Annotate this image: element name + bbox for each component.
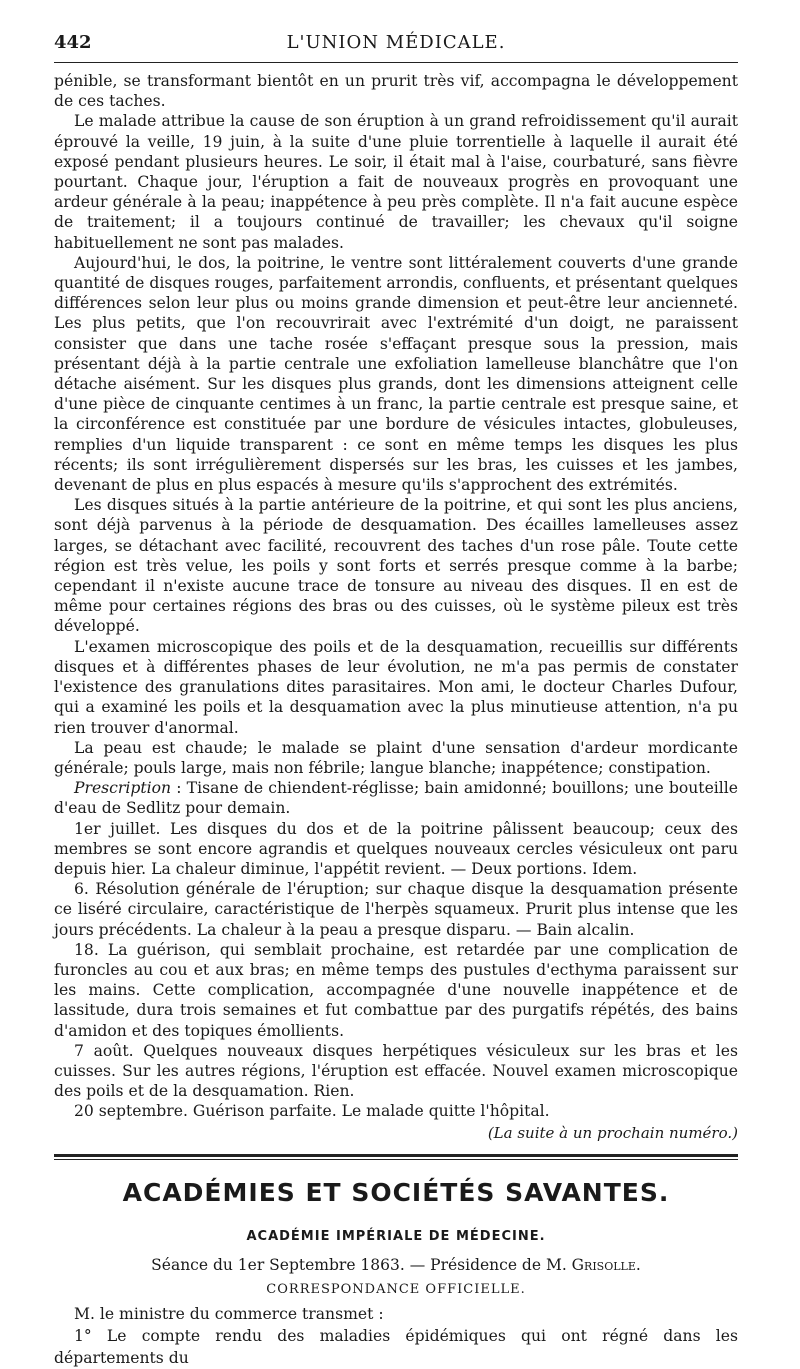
paragraph — [54, 778, 738, 818]
paragraph — [54, 879, 738, 940]
paragraph-text: 1er juillet. Les disques du dos et de la poitrine pâlissent beaucoup; ceux des membres se sont encore agrandis et quelques nouveaux cercles vésiculeux ont paru depuis hier. La chaleur diminue, l'appétit revient. — Deux portions. Idem. — [54, 819, 738, 878]
academy-title: ACADÉMIE IMPÉRIALE DE MÉDECINE. — [246, 1228, 546, 1244]
session-line — [54, 1256, 738, 1274]
article-body — [54, 71, 738, 1122]
page-header — [54, 30, 738, 60]
paragraph-text: 6. Résolution générale de l'éruption; sur chaque disque la desquamation présente ce liséré circulaire, caractéristique de l'herpès squameux. Prurit plus intense que les jours précédents. La chaleur à la peau a presque disparu. — Bain alcalin. — [54, 880, 738, 939]
paragraph — [54, 637, 738, 738]
paragraph — [54, 495, 738, 636]
president-name: Grisolle. — [571, 1255, 641, 1274]
paragraph-text: : Tisane de chiendent-réglisse; bain amidonné; bouillons; une bouteille d'eau de Sedlitz pour demain. — [54, 779, 738, 818]
correspondence-title: CORRESPONDANCE OFFICIELLE. — [266, 1281, 526, 1297]
paragraph — [54, 1041, 738, 1102]
correspondence-line: M. le ministre du commerce transmet : — [74, 1304, 384, 1323]
paragraph — [54, 111, 738, 252]
correspondence-body — [54, 1303, 738, 1369]
paragraph-text: L'examen microscopique des poils et de la desquamation, recueillis sur différents disques et à différentes phases de leur évolution, ne m'a pas permis de constater l'existence des granulations dites parasitaires. Mon ami, le docteur Charles Dufour, qui a examiné les poils et la desquamation avec la plus minutieuse attention, n'a pu rien trouver d'anormal. — [54, 637, 738, 737]
prescription-label: Prescription — [74, 779, 172, 798]
paragraph-text: 20 septembre. Guérison parfaite. Le malade quitte l'hôpital. — [74, 1102, 550, 1121]
paragraph — [54, 253, 738, 495]
paragraph — [54, 940, 738, 1041]
header-rule — [54, 62, 738, 63]
journal-title: L'UNION MÉDICALE. — [286, 32, 506, 53]
paragraph-text: Les disques situés à la partie antérieure de la poitrine, et qui sont les plus anciens, sont déjà parvenus à la période de desquamation. Des écailles lamelleuses assez larges, se détachant avec facilité, recouvrent des taches d'un rose pâle. Toute cette région est très velue, les poils y sont forts et serrés presque comme à la barbe; cependant il n'existe aucune trace de tonsure au niveau des disques. Il en est de même pour certaines régions des bras ou des cuisses, où le système pileux est très développé. — [54, 496, 738, 636]
paragraph-text: pénible, se transformant bientôt en un prurit très vif, accompagna le développement de ces taches. — [54, 72, 738, 111]
paragraph-text: 7 août. Quelques nouveaux disques herpétiques vésiculeux sur les bras et les cuisses. Sur les autres régions, l'éruption est effacée. Nouvel examen microscopique des poils et de la desquamation. Rien. — [54, 1041, 738, 1101]
paragraph — [54, 819, 738, 880]
paragraph — [54, 738, 738, 778]
paragraph — [54, 71, 738, 111]
continued-note: (La suite à un prochain numéro.) — [487, 1123, 738, 1142]
paragraph-text: Le malade attribue la cause de son éruption à un grand refroidissement qu'il aurait éprouvé la veille, 19 juin, à la suite d'une pluie torrentielle à laquelle il aurait été exposé pendant plusieurs heures. Le soir, il était mal à l'aise, courbaturé, sans fièvre pourtant. Chaque jour, l'éruption a fait de nouveaux progrès en provoquant une ardeur générale à la peau; inappétence à peu près complète. Il n'a fait aucune espèce de traitement; il a toujours continué de travailler; les chevaux qu'il soigne habituellement ne sont pas malades. — [54, 112, 738, 252]
paragraph-text: 18. La guérison, qui semblait prochaine, est retardée par une complication de furoncles au cou et aux bras; en même temps des pustules d'ecthyma paraissent sur les mains. Cette complication, accompagnée d'une nouvelle inappétence et de lassitude, dura trois semaines et fut combattue par des purgatifs répétés, des bains d'amidon et des topiques émollients. — [54, 940, 738, 1040]
page-number: 442 — [54, 32, 92, 53]
section-title: ACADÉMIES ET SOCIÉTÉS SAVANTES. — [122, 1177, 670, 1207]
correspondence-line: 1° Le compte rendu des maladies épidémiques qui ont régné dans les départements du — [54, 1326, 738, 1367]
paragraph-text: Aujourd'hui, le dos, la poitrine, le ventre sont littéralement couverts d'une grande quantité de disques rouges, parfaitement arrondis, confluents, et présentant quelques différences selon leur plus ou moins grande dimension et peut-être leur ancienneté. Les plus petits, que l'on recouvrirait avec l'extrémité d'un doigt, ne paraissent consister que dans une tache rosée s'effaçant presque sous la pression, mais présentant déjà à la partie centrale une exfoliation lamelleuse blanchâtre que l'on détache aisément. Sur les disques plus grands, dont les dimensions atteignent celle d'une pièce de cinquante centimes à un franc, la partie centrale est presque saine, et la circonférence est constituée par une bordure de vésicules intactes, globuleuses, remplies d'un liquide transparent : ce sont en même temps les disques les plus récents; ils sont irrégulièrement dispersés sur les bras, les cuisses et les jambes, devenant de plus en plus espacés à mesure qu'ils s'approchent des extrémités. — [54, 253, 738, 495]
section-divider — [54, 1154, 738, 1160]
paragraph — [54, 1101, 738, 1121]
paragraph-text: La peau est chaude; le malade se plaint d'une sensation d'ardeur mordicante générale; pouls large, mais non fébrile; langue blanche; inappétence; constipation. — [54, 738, 738, 777]
session-prefix: Séance du 1er Septembre 1863. — Présidence de M. — [151, 1255, 572, 1274]
